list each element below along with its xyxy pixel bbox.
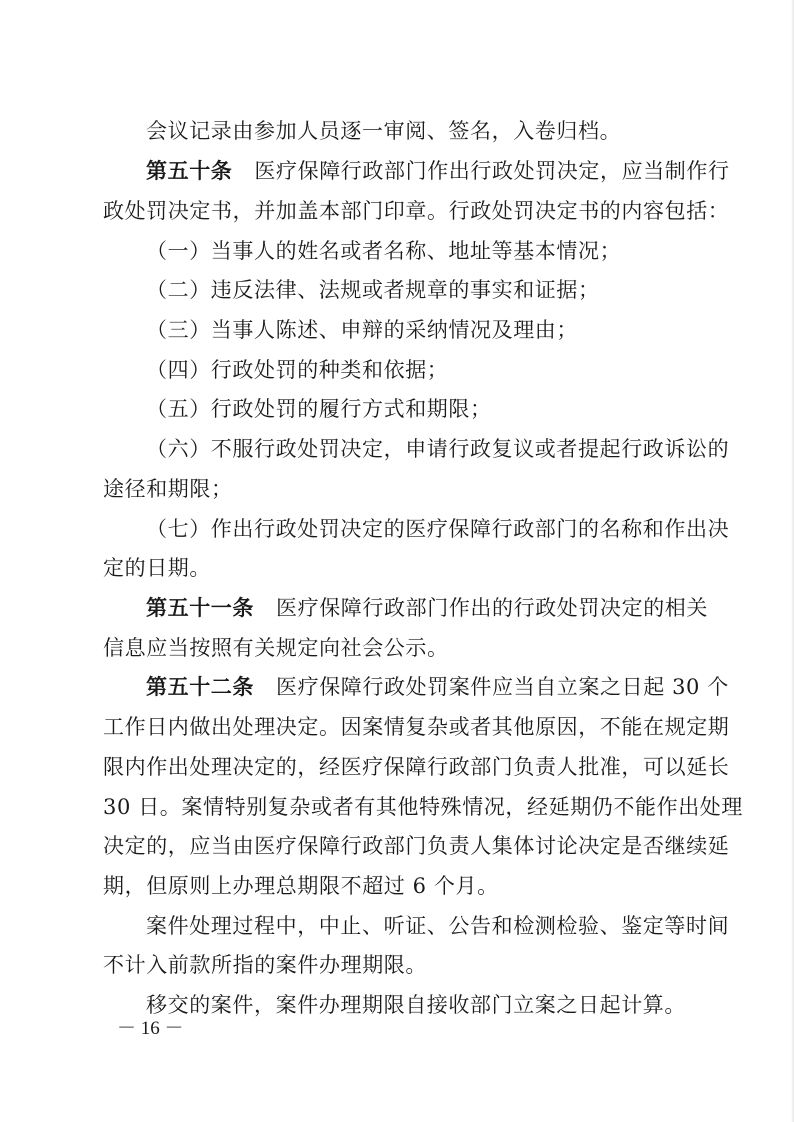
text-line: 会议记录由参加人员逐一审阅、签名，入卷归档。 (146, 119, 622, 143)
list-item: （一）当事人的姓名或者名称、地址等基本情况； (146, 239, 622, 263)
text-line: 途径和期限； (103, 477, 233, 501)
page-number: － 16 － (117, 1018, 184, 1039)
text-line: 案件处理过程中，中止、听证、公告和检测检验、鉴定等时间 (146, 914, 730, 938)
article-heading: 第五十一条 (146, 596, 254, 620)
list-item: （五）行政处罚的履行方式和期限； (146, 397, 492, 421)
article-heading: 第五十条 (146, 159, 233, 183)
text-line: 限内作出处理决定的，经医疗保障行政部门负责人批准，可以延长 (103, 755, 730, 779)
text-line: 决定的，应当由医疗保障行政部门负责人集体讨论决定是否继续延 (103, 834, 730, 858)
text-line: 30 日。案情特别复杂或者有其他特殊情况，经延期仍不能作出处理 (103, 795, 743, 819)
text-line: 定的日期。 (103, 556, 211, 580)
article-50-first-line: 第五十条 医疗保障行政部门作出行政处罚决定，应当制作行 (146, 159, 730, 183)
list-item: （七）作出行政处罚决定的医疗保障行政部门的名称和作出决 (146, 517, 730, 541)
list-item: （二）违反法律、法规或者规章的事实和证据； (146, 278, 600, 302)
article-52-first-line: 第五十二条 医疗保障行政处罚案件应当自立案之日起 30 个 (146, 675, 729, 699)
text-line: 移交的案件，案件办理期限自接收部门立案之日起计算。 (146, 993, 686, 1017)
article-51-first-line: 第五十一条 医疗保障行政部门作出的行政处罚决定的相关 (146, 596, 708, 620)
list-item: （三）当事人陈述、申辩的采纳情况及理由； (146, 318, 578, 342)
text-line: 期，但原则上办理总期限不超过 6 个月。 (103, 874, 499, 898)
list-item: （六）不服行政处罚决定，申请行政复议或者提起行政诉讼的 (146, 437, 730, 461)
article-heading: 第五十二条 (146, 675, 254, 699)
list-item: （四）行政处罚的种类和依据； (146, 358, 449, 382)
text-line: 政处罚决定书，并加盖本部门印章。行政处罚决定书的内容包括： (103, 199, 730, 223)
text-line: 不计入前款所指的案件办理期限。 (103, 953, 427, 977)
text-line: 工作日内做出处理决定。因案情复杂或者其他原因，不能在规定期 (103, 715, 730, 739)
text-line: 信息应当按照有关规定向社会公示。 (103, 636, 449, 660)
